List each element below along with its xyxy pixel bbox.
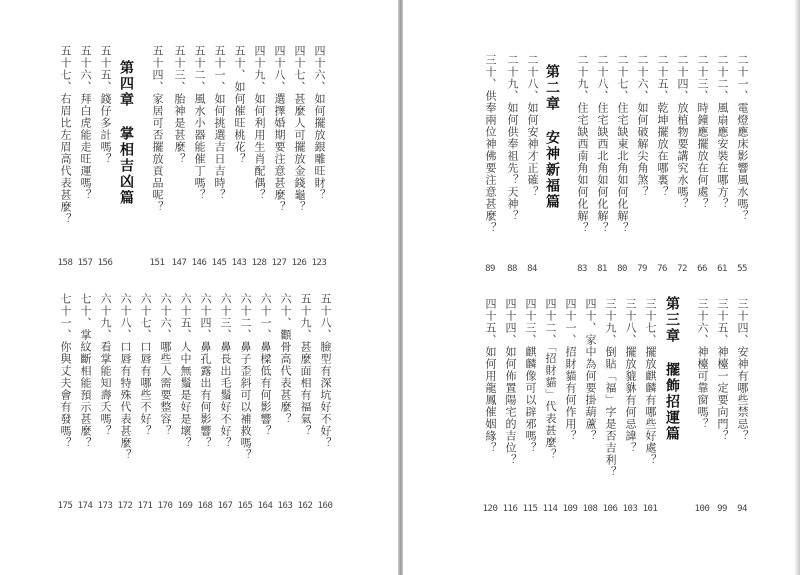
entry-title: 四十、家中為何要掛葫蘆？ xyxy=(584,298,597,442)
page-number: 174 xyxy=(77,501,93,511)
page-number: 55 xyxy=(737,264,747,274)
entry-title: 六十四、鼻孔露出有何影響？ xyxy=(199,293,212,449)
page-number: 172 xyxy=(117,501,133,511)
page-number: 158 xyxy=(57,258,73,268)
entry-title: 三十八、擺放貔貅有何忌諱？ xyxy=(624,298,637,454)
entry-title: 六十八、口唇有特殊代表甚麼？ xyxy=(119,293,132,461)
page-number: 128 xyxy=(251,258,267,268)
entry-title: 三十五、神檯一定要向門？ xyxy=(716,298,729,442)
page-edge xyxy=(794,0,800,575)
chapter-heading: 第二章 安神新福篇 xyxy=(544,64,560,210)
entry-title: 五十三、胎神是甚麼？ xyxy=(173,45,186,165)
left-page xyxy=(0,0,398,575)
entry-title: 二十九、住宅缺西南角如何化解？ xyxy=(576,54,589,234)
entry-title: 六十一、鼻樑低有何影響？ xyxy=(259,293,272,437)
page-number: 126 xyxy=(291,258,307,268)
entry-title: 二十七、住宅缺東北角如何化解？ xyxy=(616,54,629,234)
page-number: 173 xyxy=(97,501,113,511)
entry-title: 四十八、選擇婚期要注意甚麼？ xyxy=(273,45,286,213)
page-number: 101 xyxy=(642,504,658,514)
page-number: 100 xyxy=(694,504,710,514)
entry-title: 二十一、電燈應床影響風水嗎？ xyxy=(736,54,749,222)
page-number: 106 xyxy=(602,504,618,514)
entry-title: 三十、供奉兩位神佛要注意甚麼？ xyxy=(484,54,497,234)
page-number: 103 xyxy=(622,504,638,514)
entry-title: 七十一、你與丈夫會有發嗎？ xyxy=(59,293,72,449)
entry-title: 五十四、家居可否擺放貢品呢？ xyxy=(151,45,164,213)
page-number: 163 xyxy=(277,501,293,511)
entry-title: 五十九、甚麼面相有福氣？ xyxy=(299,293,312,437)
page-number: 123 xyxy=(311,258,327,268)
entry-title: 二十三、時鐘應擺放在何處？ xyxy=(696,54,709,210)
entry-title: 五十五、錢仔多計嗎？ xyxy=(99,45,112,165)
entry-title: 五十七、右眉比左眉高代表甚麼？ xyxy=(59,45,72,225)
page-number: 160 xyxy=(317,501,333,511)
entry-title: 六十九、看掌能知壽夭嗎？ xyxy=(99,293,112,437)
entry-title: 五十一、如何挑選吉日吉時？ xyxy=(213,45,226,201)
entry-title: 六十二、鼻子歪斜可以補救嗎？ xyxy=(239,293,252,461)
entry-title: 五十六、拜白虎能走旺運嗎？ xyxy=(79,45,92,201)
page-number: 84 xyxy=(527,264,537,274)
page-number: 89 xyxy=(485,264,495,274)
entry-title: 四十三、麒麟像可以辟邪嗎？ xyxy=(524,298,537,454)
page-number: 157 xyxy=(77,258,93,268)
page-number: 162 xyxy=(297,501,313,511)
page-number: 83 xyxy=(577,264,587,274)
entry-title: 二十八、住宅缺西北角如何化解？ xyxy=(596,54,609,234)
page-number: 72 xyxy=(677,264,687,274)
page-number: 120 xyxy=(482,504,498,514)
page-number: 146 xyxy=(191,258,207,268)
page-number: 156 xyxy=(97,258,113,268)
page-number: 151 xyxy=(149,258,165,268)
chapter-heading: 第四章 掌相吉凶篇 xyxy=(118,60,134,206)
page-number: 171 xyxy=(137,501,153,511)
page-number: 76 xyxy=(657,264,667,274)
page-number: 94 xyxy=(737,504,747,514)
page-number: 61 xyxy=(717,264,727,274)
entry-title: 二十八、如何安神才正確？ xyxy=(526,54,539,198)
entry-title: 三十九、倒貼「福」字是否吉利？ xyxy=(604,298,617,478)
entry-title: 四十九、如何利用生肖配偶？ xyxy=(253,45,266,201)
entry-title: 二十五、乾坤擺放在哪裏？ xyxy=(656,54,669,198)
page-number: 88 xyxy=(507,264,517,274)
entry-title: 二十六、如何破解尖角煞？ xyxy=(636,54,649,198)
page-number: 170 xyxy=(157,501,173,511)
page-number: 164 xyxy=(257,501,273,511)
right-page xyxy=(403,0,800,575)
entry-title: 六十、顴骨高代表甚麼？ xyxy=(279,293,292,425)
entry-title: 二十四、放植物要講究水嗎？ xyxy=(676,54,689,210)
entry-title: 六十六、哪些人需要整容？ xyxy=(159,293,172,437)
entry-title: 三十七、擺放麒麟有哪些好處？ xyxy=(644,298,657,466)
page-number: 81 xyxy=(597,264,607,274)
page-number: 143 xyxy=(231,258,247,268)
page-number: 80 xyxy=(617,264,627,274)
page-number: 99 xyxy=(717,504,727,514)
page-number: 145 xyxy=(211,258,227,268)
entry-title: 二十九、如何供奉祖先？天神？ xyxy=(506,54,519,222)
page-number: 168 xyxy=(197,501,213,511)
page-number: 169 xyxy=(177,501,193,511)
entry-title: 五十八、臉型有深坑好不好？ xyxy=(319,293,332,449)
entry-title: 四十五、如何用龍鳳催姻緣？ xyxy=(484,298,497,454)
page-number: 127 xyxy=(271,258,287,268)
entry-title: 四十二、「招財貓」代表甚麼？ xyxy=(544,298,557,461)
page-number: 165 xyxy=(237,501,253,511)
entry-title: 四十七、甚麼人可擺放金錢龜？ xyxy=(293,45,306,213)
entry-title: 四十一、招財貓有何作用？ xyxy=(564,298,577,442)
entry-title: 六十五、人中無鬚是好是壞？ xyxy=(179,293,192,449)
entry-title: 四十四、如何佈置陽宅的吉位？ xyxy=(504,298,517,466)
entry-title: 六十七、口唇有哪些不好？ xyxy=(139,293,152,437)
entry-title: 三十四、安神有哪些禁忌？ xyxy=(736,298,749,442)
page-number: 66 xyxy=(697,264,707,274)
entry-title: 五十二、風水小器能催丁嗎？ xyxy=(193,45,206,201)
entry-title: 五十、如何催旺桃花？ xyxy=(233,45,246,165)
entry-title: 七十、掌紋斷相能預示甚麼？ xyxy=(79,293,92,449)
chapter-heading: 第三章 擺飾招運篇 xyxy=(664,296,680,442)
page-number: 116 xyxy=(502,504,518,514)
page-number: 108 xyxy=(582,504,598,514)
page-number: 109 xyxy=(562,504,578,514)
entry-title: 四十六、如何擺放銀雕旺財？ xyxy=(313,45,326,201)
page-number: 114 xyxy=(542,504,558,514)
entry-title: 三十六、神檯可靠窗嗎？ xyxy=(696,298,709,430)
page-number: 147 xyxy=(171,258,187,268)
page-number: 167 xyxy=(217,501,233,511)
page-number: 79 xyxy=(637,264,647,274)
page-number: 175 xyxy=(57,501,73,511)
entry-title: 二十二、風扇應安裝在哪方？ xyxy=(716,54,729,210)
page-number: 115 xyxy=(522,504,538,514)
entry-title: 六十三、鼻長出毛鬚好不好？ xyxy=(219,293,232,449)
